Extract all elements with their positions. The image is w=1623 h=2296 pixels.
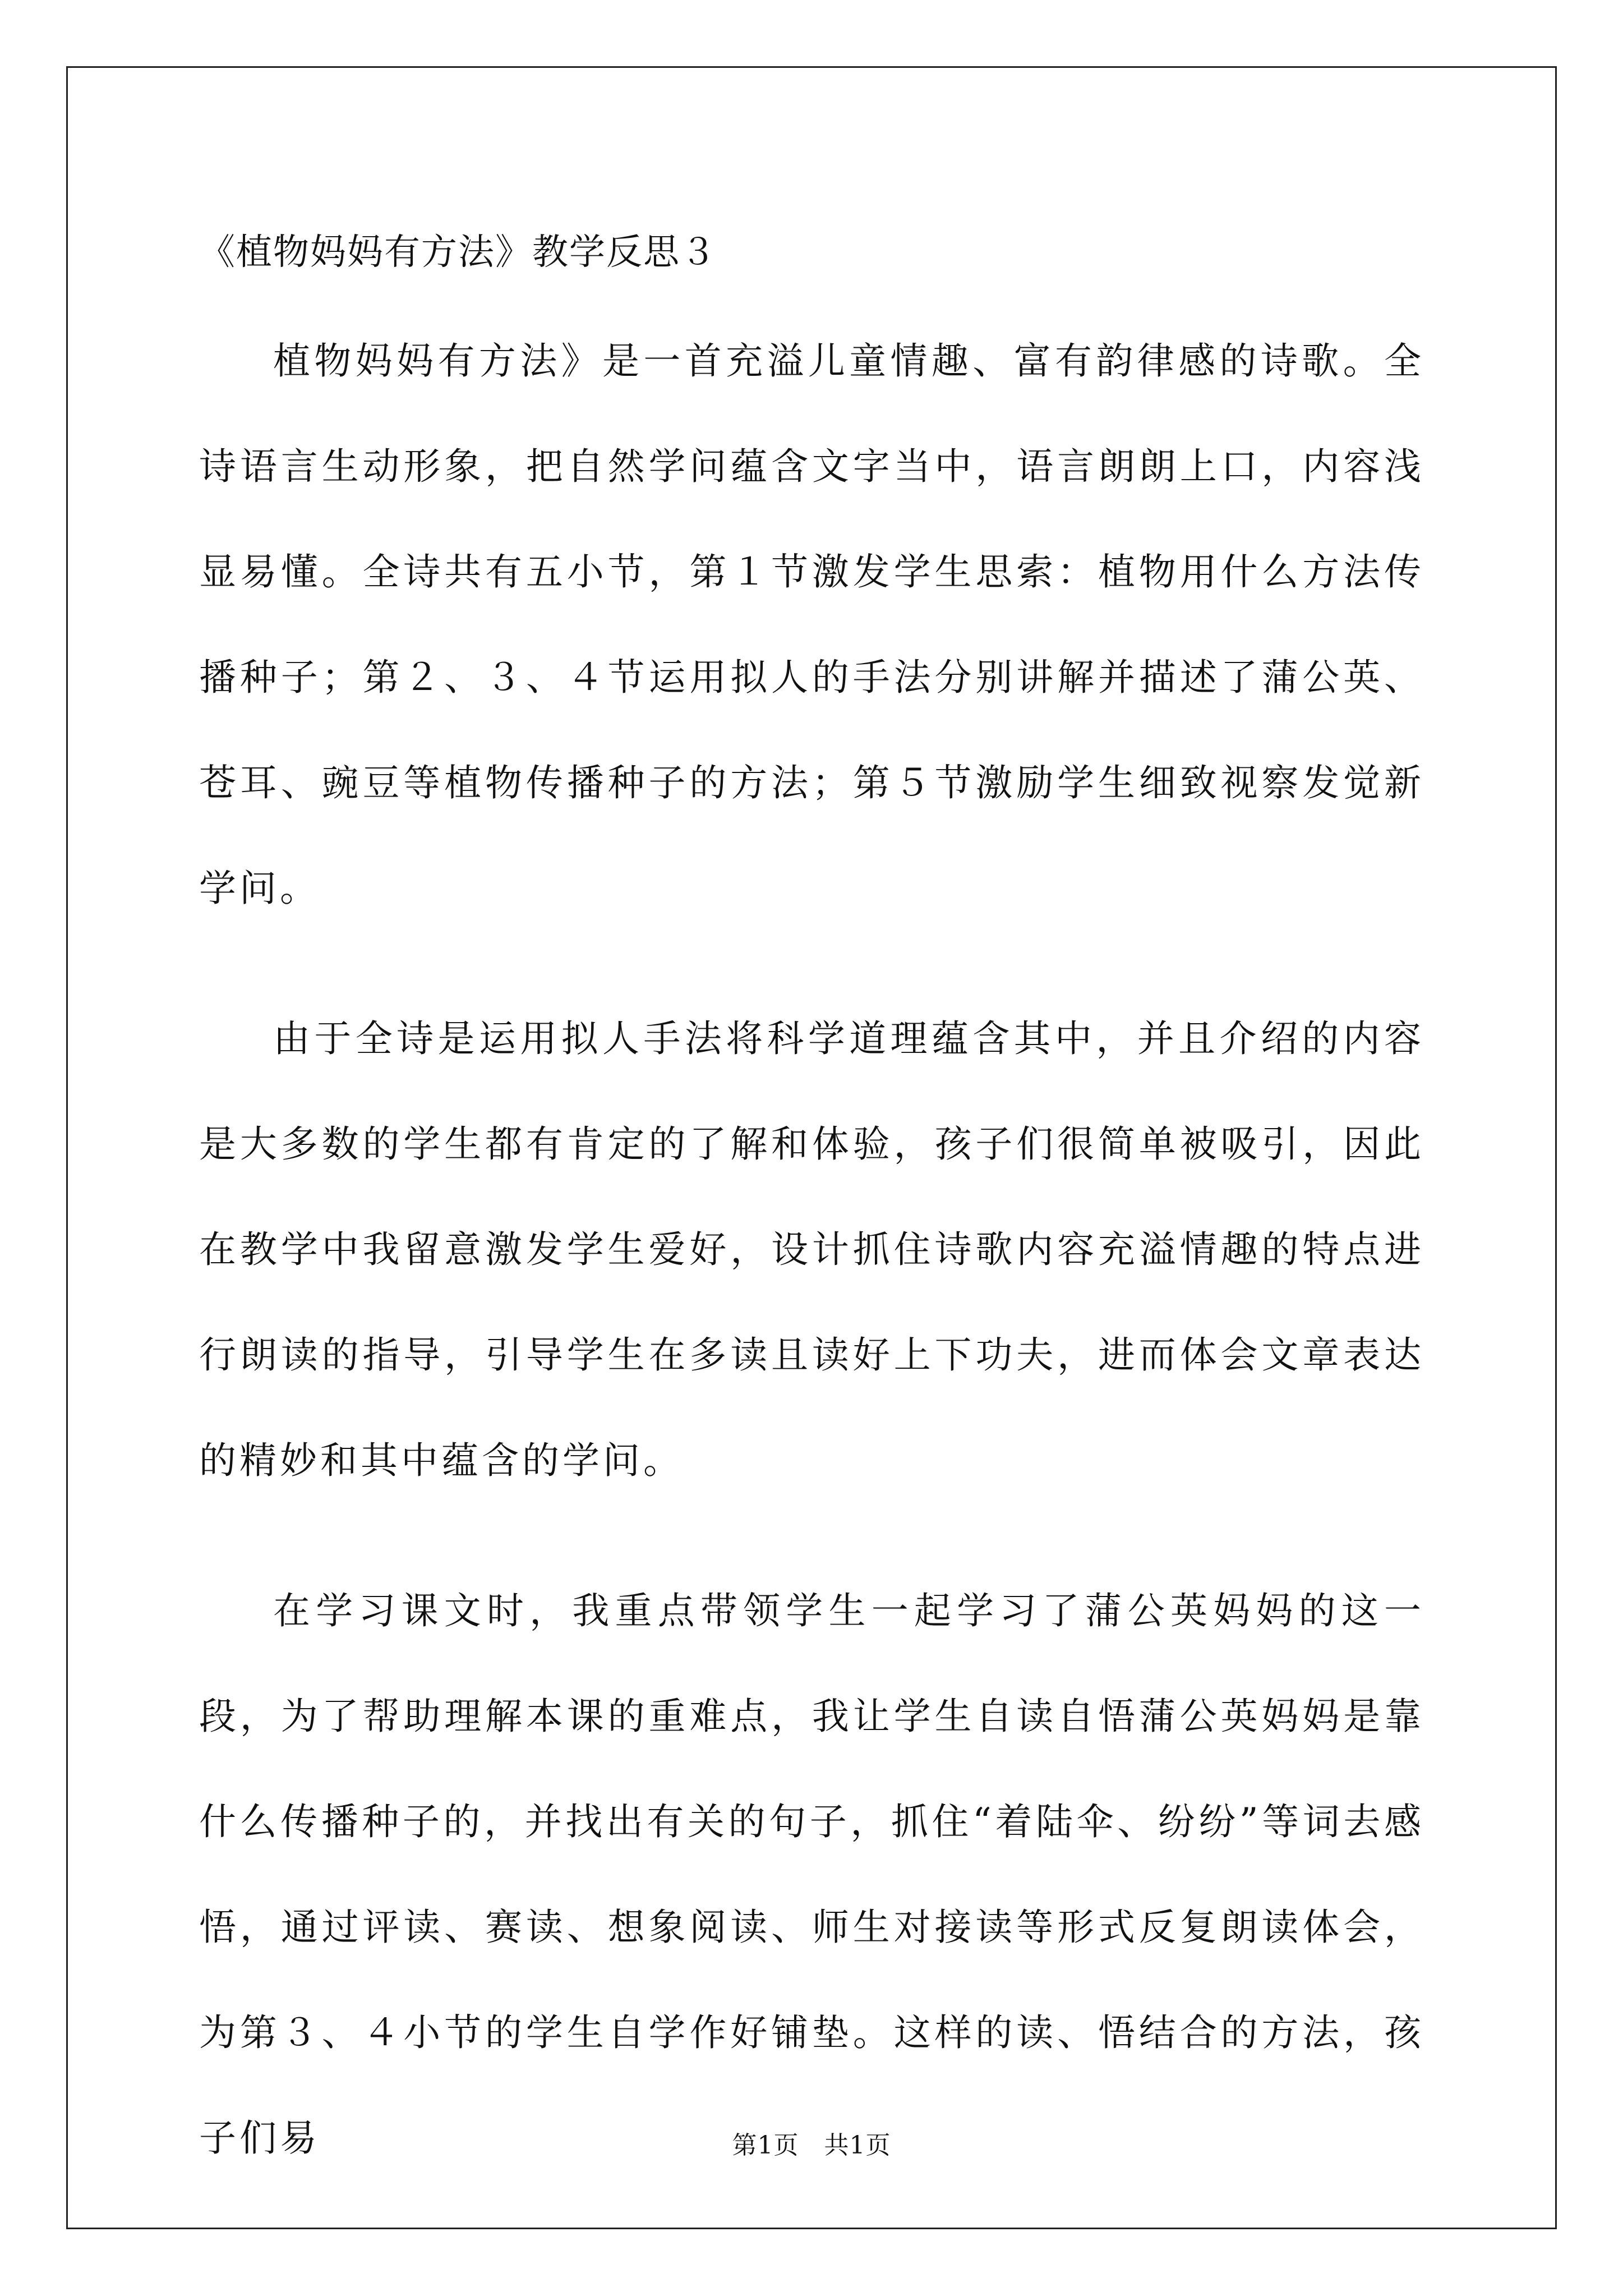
document-body [199, 224, 1424, 2191]
paragraph-intro: 植物妈妈有方法》是一首充溢儿童情趣、富有韵律感的诗歌。全诗语言生动形象，把自然学问蕴含文字当中，语言朗朗上口，内容浅显易懂。全诗共有五小节，第１节激发学生思索：植物用什么方法传播种子；第２、３、４节运用拟人的手法分别讲解并描述了蒲公英、苍耳、豌豆等植物传播种子的方法；第５节激励学生细致视察发觉新学问。 [199, 339, 1424, 910]
paragraph-teaching-approach: 由于全诗是运用拟人手法将科学道理蕴含其中，并且介绍的内容是大多数的学生都有肯定的了解和体验，孩子们很简单被吸引，因此在教学中我留意激发学生爱好，设计抓住诗歌内容充溢情趣的特点进行朗读的指导，引导学生在多读且读好上下功夫，进而体会文章表达的精妙和其中蕴含的学问。 [199, 1017, 1424, 1482]
document-title: 《植物妈妈有方法》教学反思３ [199, 232, 717, 273]
page-number-footer: 第1页 共1页 [732, 2131, 891, 2160]
paragraph-lesson-process: 在学习课文时，我重点带领学生一起学习了蒲公英妈妈的这一段，为了帮助理解本课的重难点，我让学生自读自悟蒲公英妈妈是靠什么传播种子的，并找出有关的句子，抓住“着陆伞、纷纷”等词去感悟，通过评读、赛读、想象阅读、师生对接读等形式反复朗读体会，为第３、４小节的学生自学作好铺垫。这样的读、悟结合的方法，孩子们易 [199, 1589, 1424, 2160]
